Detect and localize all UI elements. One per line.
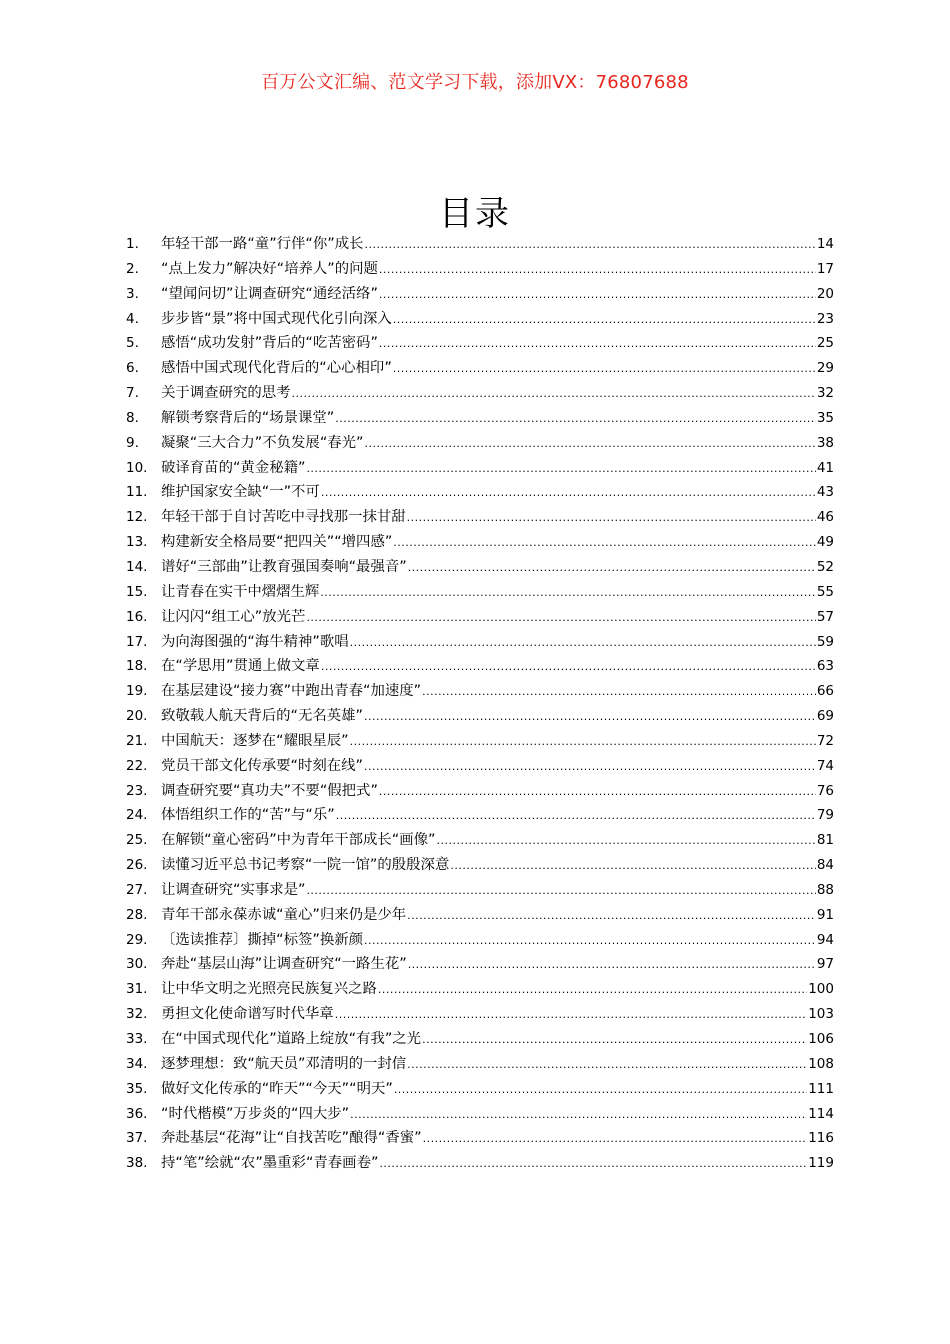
toc-dot-leader [350,1103,807,1128]
toc-dot-leader [394,1078,807,1103]
toc-dot-leader [423,1127,808,1152]
toc-dot-leader [321,481,816,506]
toc-entry-title[interactable]: 让闪闪“组工心”放光芒 [161,608,306,625]
toc-entry-title[interactable]: 体悟组织工作的“苦”与“乐” [161,807,335,824]
toc-entry-title[interactable]: 青年干部永葆赤诚“童心”归来仍是少年 [161,906,407,923]
toc-entry-number: 5. [126,335,139,352]
toc-entry[interactable] [126,1077,834,1102]
toc-dot-leader [393,531,816,556]
toc-entry[interactable] [126,307,834,332]
toc-entry-page-number: 14 [816,236,834,252]
toc-dot-leader [335,407,816,432]
toc-dot-leader [436,829,815,854]
toc-entry-page-number: 119 [808,1155,834,1172]
toc-entry[interactable] [126,431,834,456]
toc-entry-page-number: 100 [808,981,834,998]
toc-entry-number: 9. [126,434,139,451]
toc-entry-title[interactable]: 让调查研究“实事求是” [161,881,306,898]
toc-entry-page-number: 55 [816,583,834,600]
toc-entry-number: 36. [126,1105,148,1122]
toc-entry-title[interactable]: 年轻干部于自讨苦吃中寻找那一抹甘甜 [161,509,406,526]
toc-entry-page-number: 17 [816,260,834,277]
toc-entry-title[interactable]: 在“学思用”贯通上做文章 [161,658,320,675]
toc-entry-number: 11. [126,484,148,501]
toc-list [126,232,834,1176]
toc-dot-leader [350,631,816,656]
toc-entry-page-number: 25 [816,335,834,352]
toc-entry[interactable] [126,331,834,356]
toc-entry-title[interactable]: “点上发力”解决好“培养人”的问题 [161,260,378,277]
toc-entry-number: 19. [126,683,148,700]
toc-entry-title[interactable]: 在“中国式现代化”道路上绽放“有我”之光 [161,1031,422,1047]
toc-dot-leader [335,1003,808,1028]
toc-entry[interactable] [126,729,834,754]
toc-entry-title[interactable]: 让中华文明之光照亮民族复兴之路 [161,981,377,998]
toc-entry-title[interactable]: 为向海图强的“海牛精神”歌唱 [161,633,349,650]
toc-entry-page-number: 111 [808,1080,834,1097]
toc-entry[interactable] [126,1052,834,1077]
toc-dot-leader [336,804,816,829]
toc-entry-title[interactable]: 勇担文化使命谱写时代华章 [161,1006,334,1023]
toc-entry-page-number: 43 [816,484,834,501]
toc-entry[interactable] [126,232,834,257]
toc-entry-page-number: 114 [808,1105,834,1122]
toc-entry-page-number: 84 [816,857,834,874]
toc-entry[interactable] [126,530,834,555]
toc-entry-number: 1. [126,236,139,252]
toc-entry-page-number: 59 [816,633,834,650]
toc-entry-title[interactable]: 调查研究要“真功夫”不要“假把式” [161,782,378,799]
toc-entry-page-number: 108 [808,1055,834,1072]
toc-entry-title[interactable]: 在解锁“童心密码”中为青年干部成长“画像” [161,832,436,849]
toc-entry-title[interactable]: 让青春在实干中熠熠生辉 [161,583,320,600]
toc-entry-page-number: 94 [816,931,834,948]
toc-dot-leader [378,978,807,1003]
toc-dot-leader [321,655,816,680]
toc-entry[interactable] [126,282,834,307]
toc-entry-title[interactable]: 在基层建设“接力赛”中跑出青春“加速度” [161,683,422,700]
toc-entry-number: 25. [126,832,148,849]
toc-dot-leader [365,233,816,258]
toc-entry[interactable] [126,1027,834,1052]
toc-entry-page-number: 69 [816,708,834,725]
toc-dot-leader [422,1028,807,1053]
toc-dot-leader [422,680,816,705]
toc-entry-page-number: 52 [816,558,834,575]
toc-entry-number: 28. [126,906,148,923]
toc-entry-title[interactable]: 〔选读推荐〕撕掉“标签”换新颜 [161,931,363,948]
toc-entry-title[interactable]: 谱好“三部曲”让教育强国奏响“最强音” [161,558,407,575]
toc-entry-number: 20. [126,708,148,725]
toc-entry-title[interactable]: 持“笔”绘就“农”墨重彩“青春画卷” [161,1155,379,1172]
toc-entry[interactable] [126,406,834,431]
toc-entry-number: 13. [126,534,148,551]
toc-entry-number: 29. [126,931,148,948]
toc-entry[interactable] [126,779,834,804]
toc-entry-page-number: 91 [816,906,834,923]
toc-entry-title[interactable]: 感悟中国式现代化背后的“心心相印” [161,360,392,377]
toc-entry-number: 37. [126,1130,148,1147]
toc-entry[interactable] [126,257,834,282]
toc-entry-page-number: 72 [816,732,834,749]
toc-entry-number: 16. [126,608,148,625]
toc-dot-leader [379,332,816,357]
toc-title: 目录 [439,194,511,234]
toc-entry[interactable] [126,630,834,655]
toc-entry[interactable] [126,803,834,828]
toc-entry-title[interactable]: 奔赴基层“花海”让“自找苦吃”酿得“香蜜” [161,1130,422,1147]
toc-entry-number: 30. [126,956,148,973]
toc-entry-number: 31. [126,981,148,998]
toc-entry-number: 3. [126,285,139,302]
toc-entry-title[interactable]: 构建新安全格局要“把四关”“增四感” [161,534,393,551]
toc-entry-number: 2. [126,260,139,277]
toc-entry[interactable] [126,679,834,704]
toc-entry-number: 27. [126,881,148,898]
toc-dot-leader [407,1053,807,1078]
toc-entry-title[interactable]: 年轻干部一路“童”行伴“你”成长 [161,236,364,252]
toc-dot-leader [379,1152,807,1177]
toc-entry-page-number: 76 [816,782,834,799]
header-download-note: 百万公文汇编、范文学习下载，添加VX：76807688 [261,72,689,93]
toc-entry[interactable] [126,555,834,580]
toc-entry[interactable] [126,480,834,505]
toc-entry-title[interactable]: 党员干部文化传承要“时刻在线” [161,757,363,774]
toc-dot-leader [450,854,815,879]
toc-entry-number: 22. [126,757,148,774]
toc-entry[interactable] [126,828,834,853]
toc-entry-number: 18. [126,658,148,675]
toc-entry-title[interactable]: 读懂习近平总书记考察“一院一馆”的殷殷深意 [161,857,450,874]
toc-entry-number: 17. [126,633,148,650]
toc-entry[interactable] [126,605,834,630]
toc-entry[interactable] [126,456,834,481]
toc-entry-page-number: 81 [816,832,834,849]
toc-dot-leader [292,382,816,407]
toc-entry-page-number: 79 [816,807,834,824]
toc-entry-page-number: 97 [816,956,834,973]
toc-entry[interactable] [126,977,834,1002]
toc-entry-title[interactable]: 维护国家安全缺“一”不可 [161,484,320,501]
toc-entry[interactable] [126,505,834,530]
toc-entry-page-number: 38 [816,434,834,451]
toc-entry-title[interactable]: 破译育苗的“黄金秘籍” [161,459,306,476]
toc-entry[interactable] [126,654,834,679]
toc-entry-number: 4. [126,310,139,327]
toc-dot-leader [306,606,815,631]
toc-entry-number: 26. [126,857,148,874]
toc-dot-leader [393,308,816,333]
toc-dot-leader [350,730,816,755]
toc-dot-leader [393,357,816,382]
toc-dot-leader [407,506,816,531]
toc-entry-title[interactable]: 关于调查研究的思考 [161,385,291,402]
toc-entry[interactable] [126,580,834,605]
toc-entry-page-number: 23 [816,310,834,327]
toc-entry-number: 24. [126,807,148,824]
toc-dot-leader [320,581,816,606]
toc-dot-leader [408,556,816,581]
toc-entry-page-number: 35 [816,409,834,426]
toc-dot-leader [364,929,816,954]
toc-entry-number: 10. [126,459,148,476]
toc-entry-page-number: 106 [808,1031,834,1047]
toc-entry-page-number: 20 [816,285,834,302]
toc-dot-leader [407,904,816,929]
toc-entry-number: 15. [126,583,148,600]
toc-entry-title[interactable]: 做好文化传承的“昨天”“今天”“明天” [161,1080,393,1097]
toc-entry-number: 12. [126,509,148,526]
toc-entry[interactable] [126,1126,834,1151]
toc-entry[interactable] [126,1102,834,1127]
toc-entry-page-number: 116 [808,1130,834,1147]
toc-entry-page-number: 46 [816,509,834,526]
toc-entry-title[interactable]: 步步皆“景”将中国式现代化引向深入 [161,310,392,327]
toc-entry-title[interactable]: 感悟“成功发射”背后的“吃苦密码” [161,335,378,352]
toc-entry-page-number: 74 [816,757,834,774]
toc-entry-title[interactable]: 逐梦理想：致“航天员”邓清明的一封信 [161,1055,407,1072]
toc-dot-leader [364,755,816,780]
toc-entry[interactable] [126,903,834,928]
toc-entry[interactable] [126,853,834,878]
toc-entry-page-number: 29 [816,360,834,377]
toc-entry-title[interactable]: 致敬载人航天背后的“无名英雄” [161,708,363,725]
toc-entry[interactable] [126,1151,834,1176]
toc-dot-leader [306,879,815,904]
toc-entry-title[interactable]: 奔赴“基层山海”让调查研究“一路生花” [161,956,407,973]
toc-entry-number: 34. [126,1055,148,1072]
toc-entry[interactable] [126,704,834,729]
toc-dot-leader [379,258,816,283]
toc-entry-number: 8. [126,409,139,426]
toc-entry-number: 33. [126,1031,148,1047]
toc-entry-title[interactable]: “望闻问切”让调查研究“通经活络” [161,285,378,302]
toc-entry[interactable] [126,1002,834,1027]
toc-entry-number: 32. [126,1006,148,1023]
toc-entry[interactable] [126,928,834,953]
toc-entry-number: 38. [126,1155,148,1172]
toc-entry-number: 23. [126,782,148,799]
toc-entry-number: 35. [126,1080,148,1097]
toc-entry[interactable] [126,381,834,406]
toc-entry-number: 7. [126,385,139,402]
toc-entry-title[interactable]: 凝聚“三大合力”不负发展“春光” [161,434,364,451]
toc-entry-page-number: 66 [816,683,834,700]
toc-entry-title[interactable]: 中国航天：逐梦在“耀眼星辰” [161,732,349,749]
toc-entry[interactable] [126,878,834,903]
toc-entry-page-number: 57 [816,608,834,625]
toc-entry[interactable] [126,952,834,977]
toc-dot-leader [306,457,815,482]
toc-entry-page-number: 63 [816,658,834,675]
toc-entry-number: 14. [126,558,148,575]
toc-dot-leader [364,705,816,730]
toc-entry-page-number: 41 [816,459,834,476]
toc-entry[interactable] [126,754,834,779]
toc-entry-page-number: 49 [816,534,834,551]
toc-entry[interactable] [126,356,834,381]
toc-dot-leader [379,780,816,805]
toc-dot-leader [408,953,816,978]
toc-entry-page-number: 32 [816,385,834,402]
toc-entry-title[interactable]: “时代楷模”万步炎的“四大步” [161,1105,350,1122]
toc-dot-leader [365,432,816,457]
toc-dot-leader [379,283,816,308]
toc-entry-page-number: 88 [816,881,834,898]
toc-entry-number: 21. [126,732,148,749]
toc-entry-number: 6. [126,360,139,377]
toc-entry-page-number: 103 [808,1006,834,1023]
toc-entry-title[interactable]: 解锁考察背后的“场景课堂” [161,409,335,426]
